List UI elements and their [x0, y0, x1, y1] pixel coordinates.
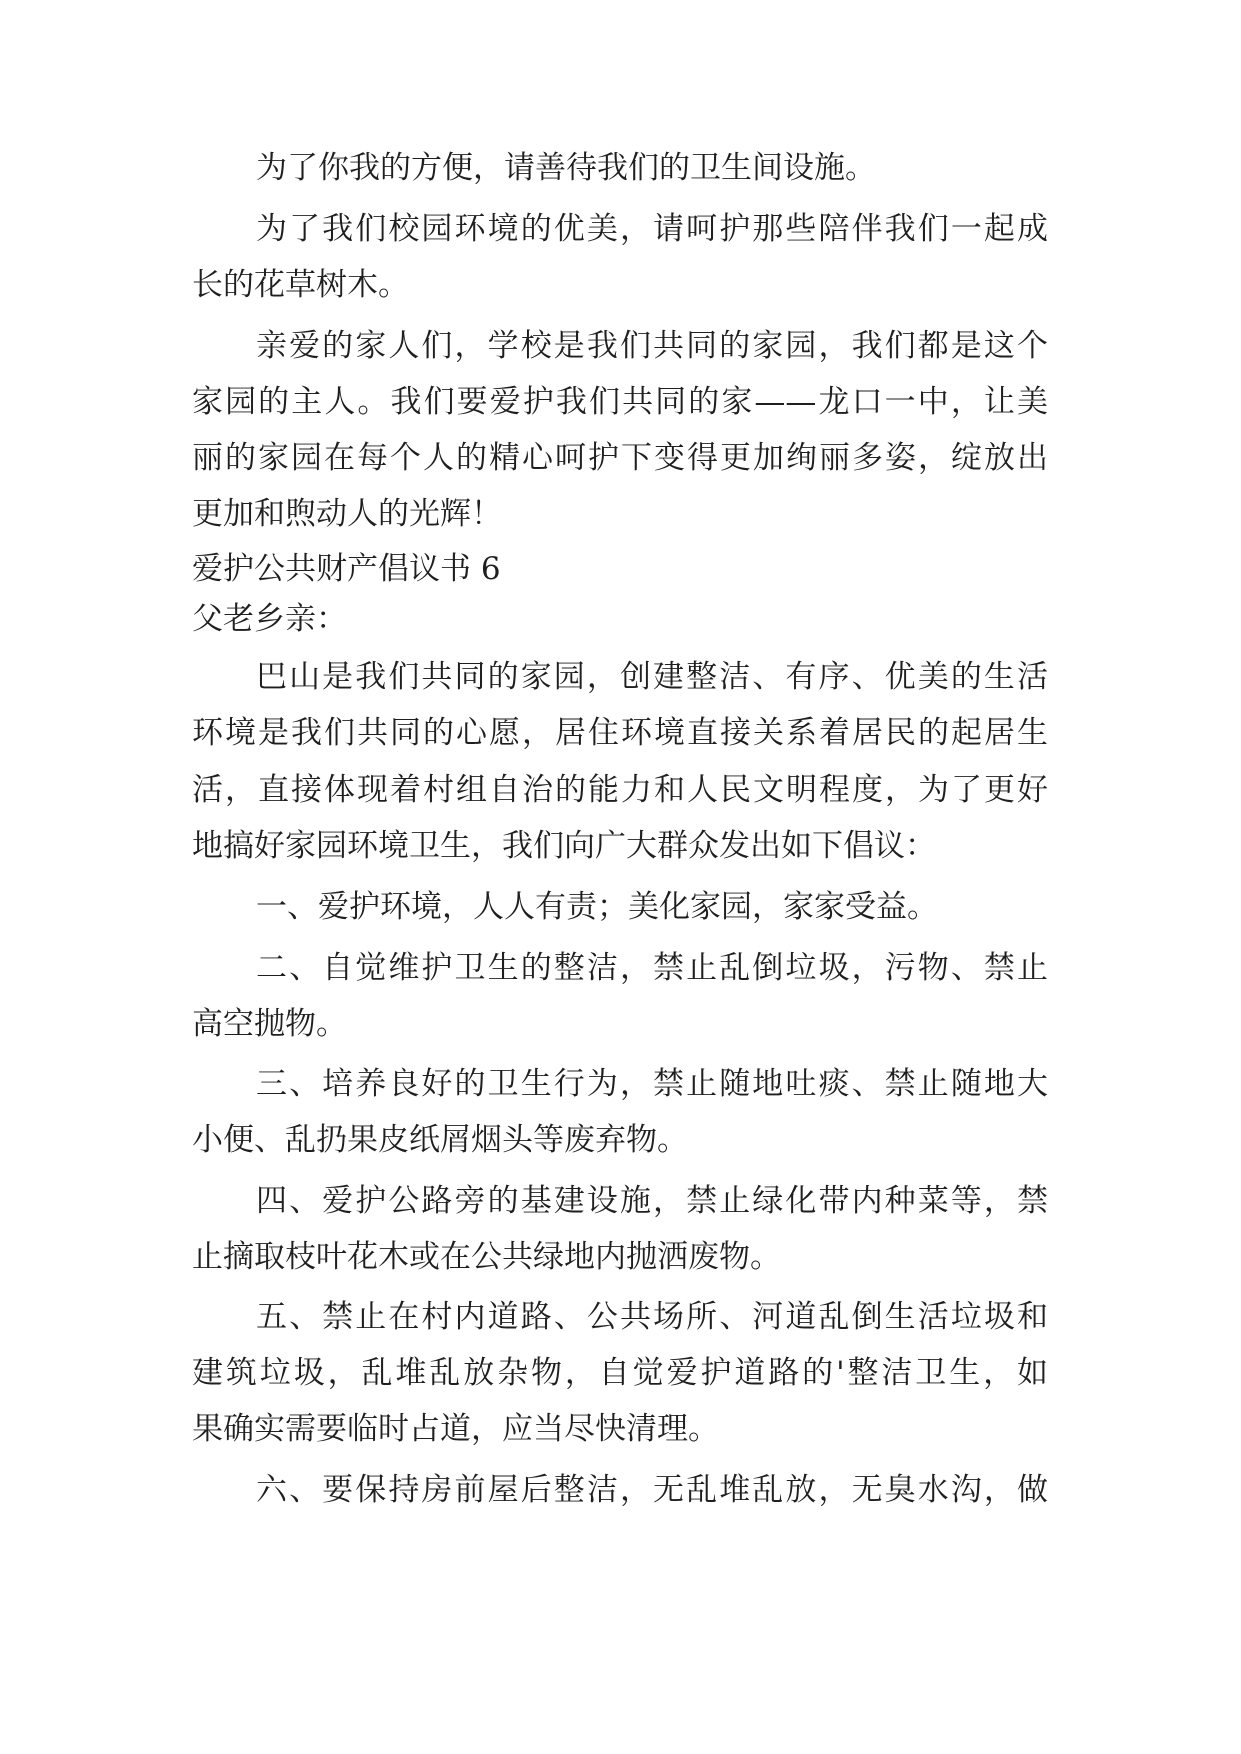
paragraph-line: 小便、乱扔果皮纸屑烟头等废弃物。 — [192, 1122, 688, 1158]
paragraph-line: 地搞好家园环境卫生，我们向广大群众发出如下倡议： — [192, 828, 936, 864]
paragraph-line: 丽的家园在每个人的精心呵护下变得更加绚丽多姿，绽放出 — [192, 440, 1048, 476]
paragraph-line: 三、培养良好的卫生行为，禁止随地吐痰、禁止随地大 — [256, 1066, 1048, 1102]
paragraph-line: 四、爱护公路旁的基建设施，禁止绿化带内种菜等，禁 — [256, 1183, 1048, 1219]
paragraph-line: 果确实需要临时占道，应当尽快清理。 — [192, 1411, 719, 1447]
paragraph-line: 长的花草树木。 — [192, 267, 409, 303]
paragraph-line: 为了我们校园环境的优美，请呵护那些陪伴我们一起成 — [256, 211, 1048, 247]
section-heading: 爱护公共财产倡议书 6 — [192, 551, 501, 587]
paragraph-line: 六、要保持房前屋后整洁，无乱堆乱放，无臭水沟，做 — [256, 1472, 1048, 1508]
paragraph-line: 五、禁止在村内道路、公共场所、河道乱倒生活垃圾和 — [256, 1299, 1048, 1335]
paragraph-line: 更加和煦动人的光辉！ — [192, 496, 502, 532]
paragraph-line: 高空抛物。 — [192, 1006, 347, 1042]
paragraph-line: 建筑垃圾，乱堆乱放杂物，自觉爱护道路的'整洁卫生，如 — [192, 1355, 1048, 1391]
paragraph-line: 一、爱护环境，人人有责；美化家园，家家受益。 — [256, 889, 938, 925]
paragraph-line: 巴山是我们共同的家园，创建整洁、有序、优美的生活 — [256, 659, 1048, 695]
paragraph-line: 二、自觉维护卫生的整洁，禁止乱倒垃圾，污物、禁止 — [256, 950, 1048, 986]
paragraph-line: 亲爱的家人们，学校是我们共同的家园，我们都是这个 — [256, 328, 1048, 364]
paragraph-line: 为了你我的方便，请善待我们的卫生间设施。 — [256, 150, 876, 186]
paragraph-line: 家园的主人。我们要爱护我们共同的家——龙口一中，让美 — [192, 384, 1048, 420]
salutation: 父老乡亲： — [192, 601, 347, 637]
paragraph-line: 环境是我们共同的心愿，居住环境直接关系着居民的起居生 — [192, 715, 1048, 751]
paragraph-line: 止摘取枝叶花木或在公共绿地内抛洒废物。 — [192, 1239, 781, 1275]
paragraph-line: 活，直接体现着村组自治的能力和人民文明程度，为了更好 — [192, 772, 1048, 808]
